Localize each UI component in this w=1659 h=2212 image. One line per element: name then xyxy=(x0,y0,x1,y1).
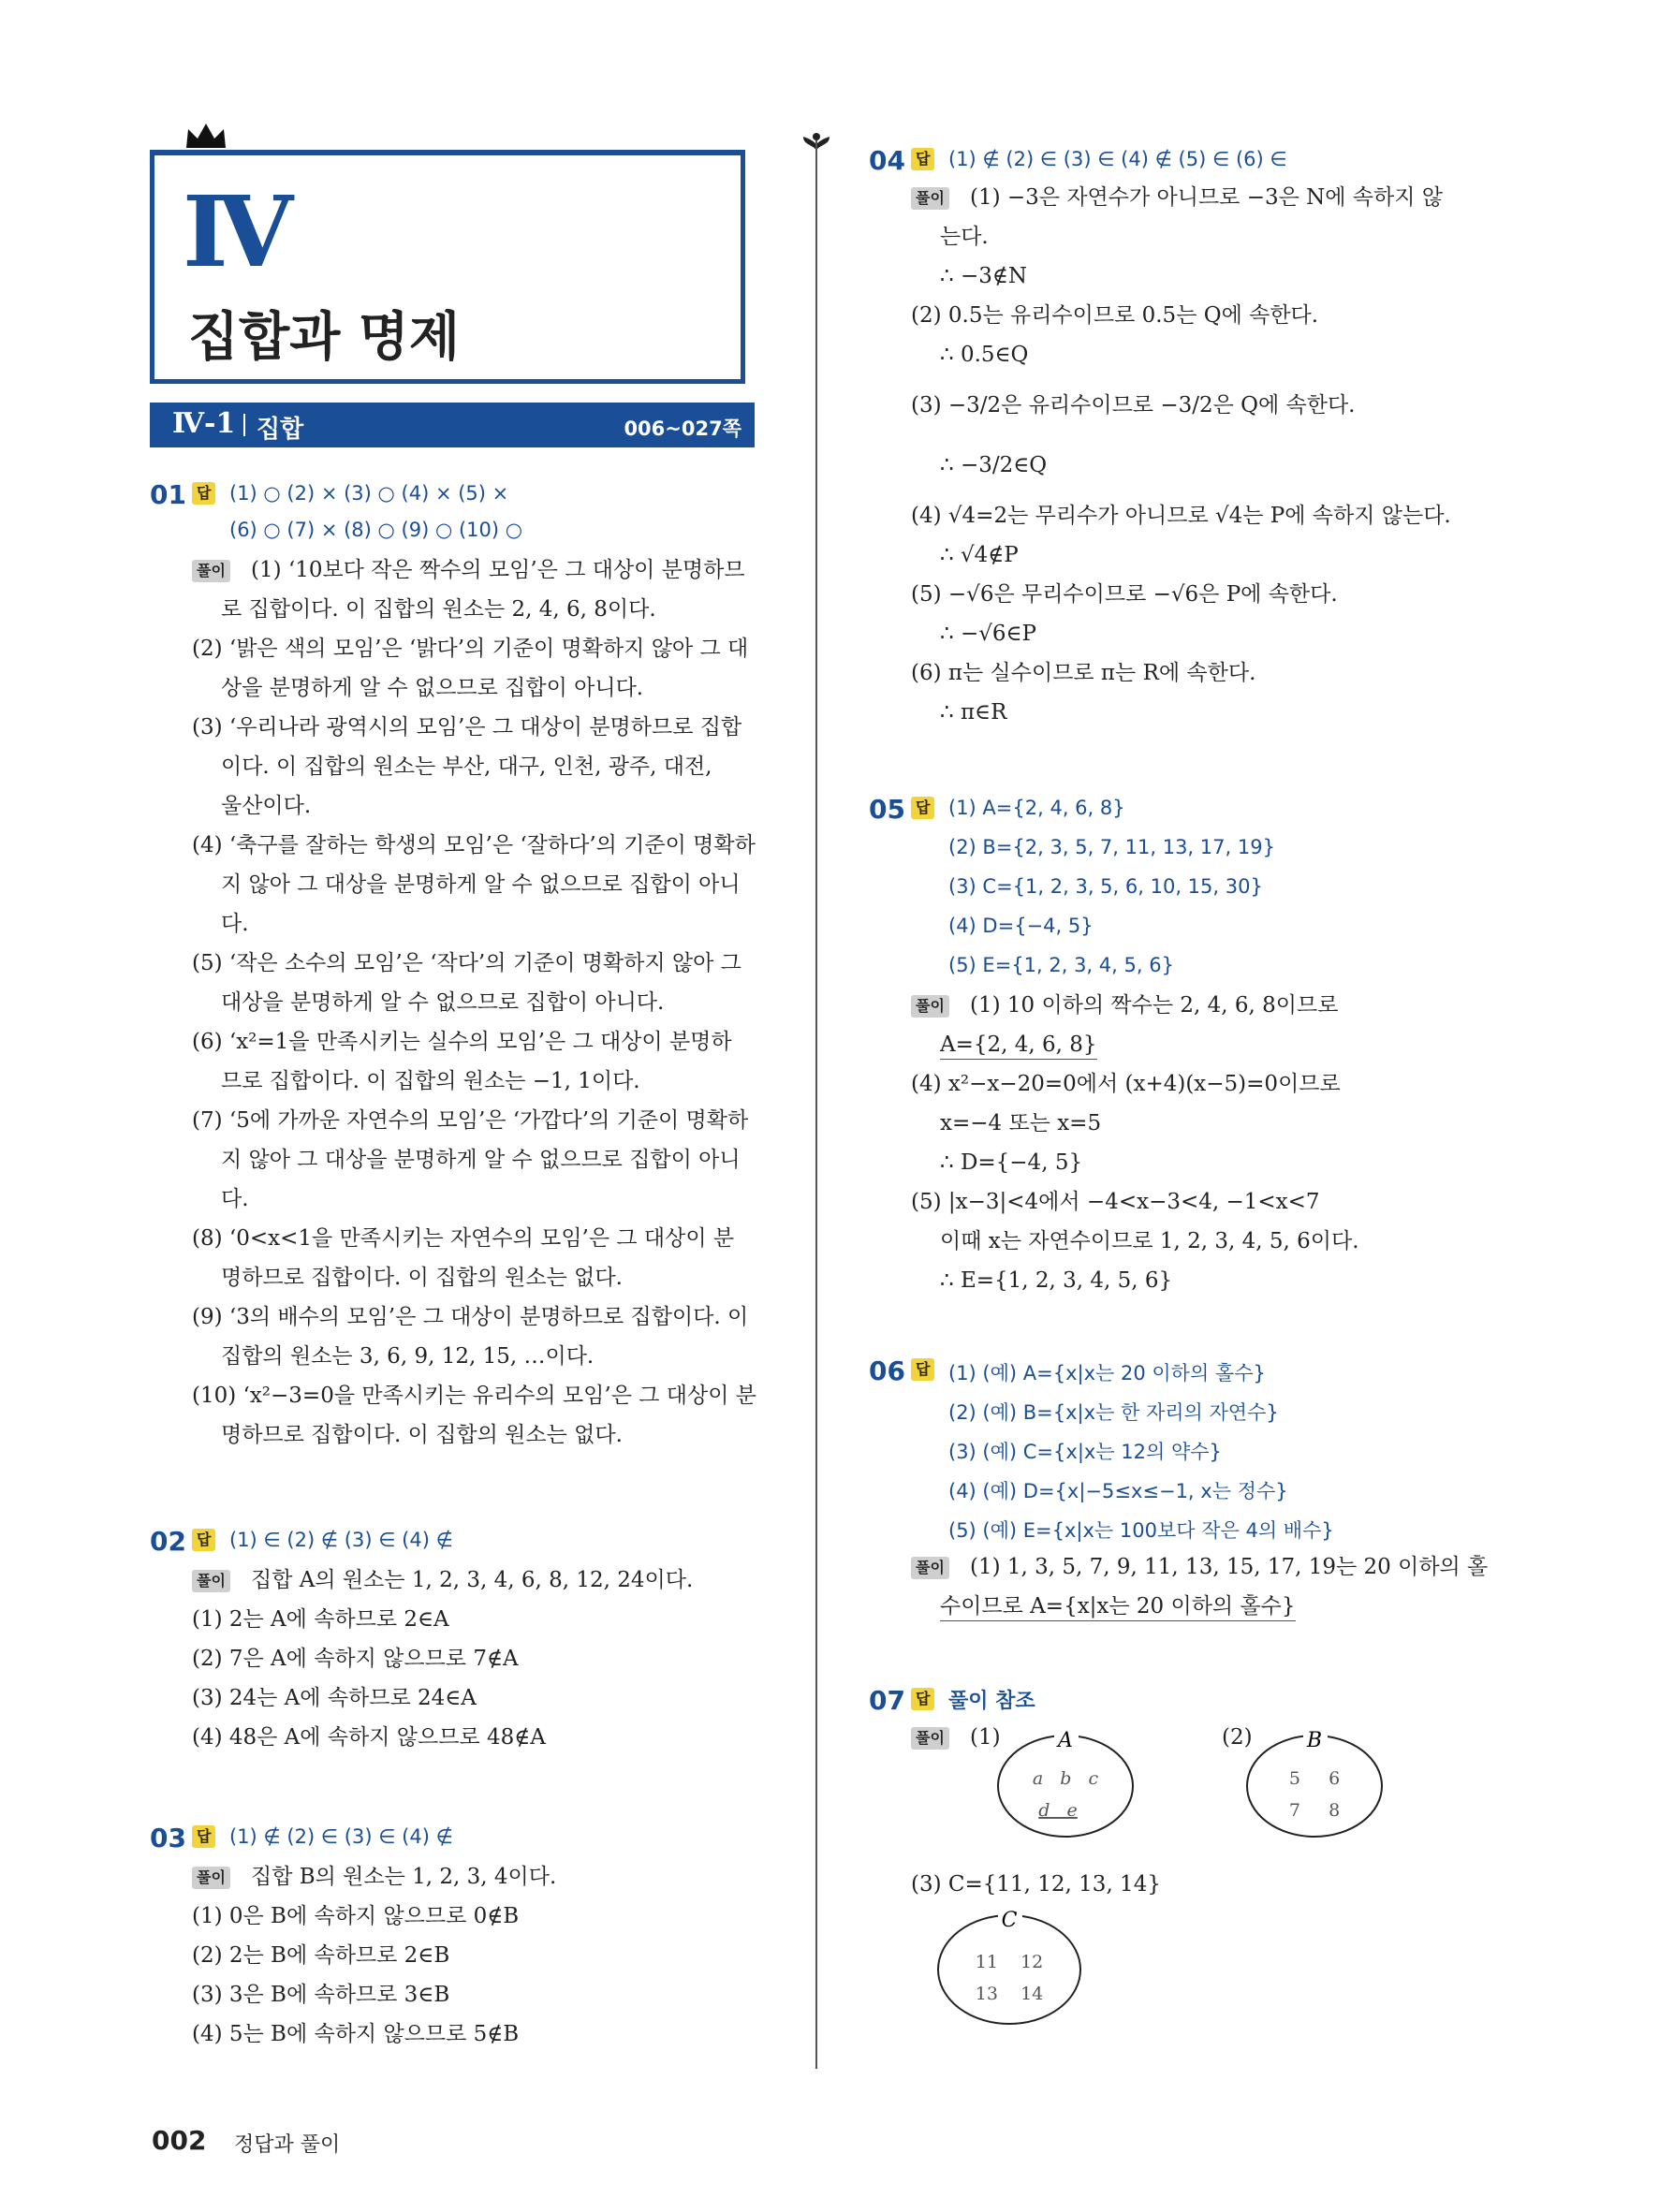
answer-row: (1) ∉ (2) ∈ (3) ∈ (4) ∉ (5) ∈ (6) ∈ xyxy=(948,148,1287,170)
venn-diagram-c xyxy=(927,1900,1095,2031)
solution-line: (5) −√6은 무리수이므로 −√6은 P에 속한다. xyxy=(911,582,1338,607)
solution-line: (9) ‘3의 배수의 모임’은 그 대상이 분명하므로 집합이다. 이 xyxy=(192,1305,749,1329)
problem-number-06: 06 xyxy=(869,1355,905,1386)
answer-badge: 답 xyxy=(911,1688,934,1710)
solution-badge: 풀이 xyxy=(192,1867,230,1889)
solution-line: ∴ 0.5∈Q xyxy=(940,343,1029,367)
section-bar xyxy=(150,403,755,447)
solution-line: x=−4 또는 x=5 xyxy=(940,1111,1102,1135)
venn-elements: a b c xyxy=(1032,1768,1099,1789)
solution-badge: 풀이 xyxy=(192,560,230,582)
footer-text: 정답과 풀이 xyxy=(234,2133,341,2157)
solution-line: 집합의 원소는 3, 6, 9, 12, 15, …이다. xyxy=(221,1344,595,1369)
problem-number-02: 02 xyxy=(150,1526,186,1557)
solution-line: (4) √4=2는 무리수가 아니므로 √4는 P에 속하지 않는다. xyxy=(911,504,1451,528)
solution-line: 수이므로 A={x|x는 20 이하의 홀수} xyxy=(940,1594,1296,1621)
solution-line: (3) 24는 A에 속하므로 24∈A xyxy=(192,1686,477,1710)
page-number: 002 xyxy=(152,2125,207,2156)
problem-number-01: 01 xyxy=(150,479,186,510)
solution-line: (6) π는 실수이므로 π는 R에 속한다. xyxy=(911,661,1256,685)
section-name: 집합 xyxy=(257,416,304,444)
part-label: (2) xyxy=(1222,1725,1253,1750)
solution-badge: 풀이 xyxy=(911,1557,949,1579)
problem-number-04: 04 xyxy=(869,145,905,176)
solution-line: 다. xyxy=(221,1187,249,1211)
solution-line: (3) −3/2은 유리수이므로 −3/2은 Q에 속한다. xyxy=(911,393,1356,417)
solution-line: ∴ E={1, 2, 3, 4, 5, 6} xyxy=(940,1268,1173,1293)
solution-line: 명하므로 집합이다. 이 집합의 원소는 없다. xyxy=(221,1423,623,1447)
solution-line: (4) 48은 A에 속하지 않으므로 48∉A xyxy=(192,1725,546,1750)
solution-line: (1) ‘10보다 작은 짝수의 모임’은 그 대상이 분명하므 xyxy=(251,558,745,582)
solution-badge: 풀이 xyxy=(911,1727,949,1750)
solution-badge: 풀이 xyxy=(911,995,949,1018)
problem-number-05: 05 xyxy=(869,794,905,825)
solution-line: 상을 분명하게 알 수 없으므로 집합이 아니다. xyxy=(221,676,644,700)
solution-line: 므로 집합이다. 이 집합의 원소는 −1, 1이다. xyxy=(221,1069,640,1093)
venn-elements: d e xyxy=(1038,1800,1078,1821)
solution-line: (7) ‘5에 가까운 자연수의 모임’은 ‘가깝다’의 기준이 명확하 xyxy=(192,1108,749,1133)
answer-row: (5) E={1, 2, 3, 4, 5, 6} xyxy=(948,954,1174,976)
solution-line: ∴ −√6∈P xyxy=(940,622,1037,646)
venn-elements: 5 6 xyxy=(1288,1768,1341,1789)
column-divider xyxy=(815,140,817,2069)
chapter-header xyxy=(150,150,745,384)
solution-line: 는다. xyxy=(940,225,989,249)
solution-line: (5) |x−3|<4에서 −4<x−3<4, −1<x<7 xyxy=(911,1190,1320,1214)
answer-row: (1) (예) A={x|x는 20 이하의 홀수} xyxy=(948,1362,1266,1384)
venn-label-a: A xyxy=(1058,1729,1073,1752)
venn-elements: 11 12 xyxy=(975,1952,1044,1972)
solution-line: ∴ −3∉N xyxy=(940,264,1027,288)
answer-row: (1) ∉ (2) ∈ (3) ∈ (4) ∉ xyxy=(229,1825,453,1848)
solution-line: A={2, 4, 6, 8} xyxy=(940,1033,1097,1060)
solution-line: (2) 0.5는 유리수이므로 0.5는 Q에 속한다. xyxy=(911,303,1319,328)
solution-line: 지 않아 그 대상을 분명하게 알 수 없으므로 집합이 아니 xyxy=(221,1148,741,1172)
solution-line: (1) 10 이하의 짝수는 2, 4, 6, 8이므로 xyxy=(970,993,1339,1018)
chapter-title: 집합과 명제 xyxy=(188,307,460,368)
solution-line: (3) 3은 B에 속하므로 3∈B xyxy=(192,1983,450,2007)
solution-line: (4) ‘축구를 잘하는 학생의 모임’은 ‘잘하다’의 기준이 명확하 xyxy=(192,833,756,857)
venn-elements: 13 14 xyxy=(975,1984,1044,2004)
solution-line: (1) 0은 B에 속하지 않으므로 0∉B xyxy=(192,1904,520,1928)
solution-line: (2) 2는 B에 속하므로 2∈B xyxy=(192,1943,450,1968)
answer-row: (3) (예) C={x|x는 12의 약수} xyxy=(948,1441,1222,1463)
answer-row: (1) A={2, 4, 6, 8} xyxy=(948,797,1125,819)
venn-diagram-a xyxy=(992,1722,1152,1844)
part-label: (1) xyxy=(970,1725,1001,1750)
answer-row: 풀이 참조 xyxy=(948,1690,1035,1713)
solution-line: 지 않아 그 대상을 분명하게 알 수 없으므로 집합이 아니 xyxy=(221,872,741,897)
answer-badge: 답 xyxy=(192,1529,215,1551)
solution-line: (2) ‘밝은 색의 모임’은 ‘밝다’의 기준이 명확하지 않아 그 대 xyxy=(192,637,749,661)
solution-line: 이때 x는 자연수이므로 1, 2, 3, 4, 5, 6이다. xyxy=(940,1229,1359,1253)
answer-badge: 답 xyxy=(911,148,934,170)
section-separator xyxy=(243,414,245,436)
venn-label-c: C xyxy=(1001,1909,1018,1932)
crown-icon xyxy=(184,122,228,150)
solution-line: (4) x²−x−20=0에서 (x+4)(x−5)=0이므로 xyxy=(911,1072,1341,1096)
solution-line: (5) ‘작은 소수의 모임’은 ‘작다’의 기준이 명확하지 않아 그 xyxy=(192,951,741,975)
answer-badge: 답 xyxy=(192,482,215,505)
solution-line: 대상을 분명하게 알 수 없으므로 집합이 아니다. xyxy=(221,990,665,1015)
solution-line: (6) ‘x²=1을 만족시키는 실수의 모임’은 그 대상이 분명하 xyxy=(192,1030,732,1054)
solution-badge: 풀이 xyxy=(911,187,949,210)
venn-elements: 7 8 xyxy=(1288,1800,1341,1821)
solution-line: (3) ‘우리나라 광역시의 모임’은 그 대상이 분명하므로 집합 xyxy=(192,715,742,740)
answer-row: (1) ○ (2) × (3) ○ (4) × (5) × xyxy=(229,482,509,505)
answer-badge: 답 xyxy=(192,1825,215,1848)
answer-row: (2) (예) B={x|x는 한 자리의 자연수} xyxy=(948,1401,1279,1424)
solution-line: 명하므로 집합이다. 이 집합의 원소는 없다. xyxy=(221,1266,623,1290)
solution-line: (10) ‘x²−3=0을 만족시키는 유리수의 모임’은 그 대상이 분 xyxy=(192,1384,756,1408)
solution-line: 이다. 이 집합의 원소는 부산, 대구, 인천, 광주, 대전, xyxy=(221,754,712,779)
answer-row: (1) ∈ (2) ∉ (3) ∈ (4) ∉ xyxy=(229,1529,453,1551)
solution-line: 집합 A의 원소는 1, 2, 3, 4, 6, 8, 12, 24이다. xyxy=(251,1568,694,1592)
solution-line: (1) −3은 자연수가 아니므로 −3은 N에 속하지 않 xyxy=(970,185,1443,210)
solution-line: (1) 2는 A에 속하므로 2∈A xyxy=(192,1607,449,1632)
solution-line: ∴ −3/2∈Q xyxy=(940,453,1048,477)
answer-row: (4) D={−4, 5} xyxy=(948,915,1094,937)
answer-row: (2) B={2, 3, 5, 7, 11, 13, 17, 19} xyxy=(948,836,1275,858)
solution-badge: 풀이 xyxy=(192,1570,230,1592)
solution-line: 다. xyxy=(221,912,249,936)
answer-row: (4) (예) D={x|−5≤x≤−1, x는 정수} xyxy=(948,1480,1288,1502)
solution-line: (1) 1, 3, 5, 7, 9, 11, 13, 15, 17, 19는 20 이하의 홀 xyxy=(970,1555,1489,1579)
answer-badge: 답 xyxy=(911,797,934,819)
solution-line: (4) 5는 B에 속하지 않으므로 5∉B xyxy=(192,2022,520,2046)
solution-line: 로 집합이다. 이 집합의 원소는 2, 4, 6, 8이다. xyxy=(221,597,656,622)
part-label: (3) C={11, 12, 13, 14} xyxy=(911,1872,1161,1897)
solution-line: ∴ π∈R xyxy=(940,700,1007,725)
solution-line: 울산이다. xyxy=(221,794,312,818)
solution-line: ∴ √4∉P xyxy=(940,543,1019,567)
chapter-number: Ⅳ xyxy=(183,174,290,289)
section-pages: 006~027쪽 xyxy=(624,417,741,440)
venn-label-b: B xyxy=(1306,1729,1323,1752)
solution-line: 집합 B의 원소는 1, 2, 3, 4이다. xyxy=(251,1865,557,1889)
answer-row: (3) C={1, 2, 3, 5, 6, 10, 15, 30} xyxy=(948,875,1263,898)
solution-line: ∴ D={−4, 5} xyxy=(940,1150,1083,1175)
answer-badge: 답 xyxy=(911,1358,934,1381)
answer-row: (6) ○ (7) × (8) ○ (9) ○ (10) ○ xyxy=(229,519,523,541)
solution-line: (2) 7은 A에 속하지 않으므로 7∉A xyxy=(192,1647,519,1671)
section-code: Ⅳ-1 xyxy=(172,407,236,440)
answer-row: (5) (예) E={x|x는 100보다 작은 4의 배수} xyxy=(948,1519,1334,1542)
problem-number-03: 03 xyxy=(150,1823,186,1853)
venn-diagram-b xyxy=(1238,1722,1397,1844)
problem-number-07: 07 xyxy=(869,1685,905,1716)
solution-line: (8) ‘0<x<1을 만족시키는 자연수의 모임’은 그 대상이 분 xyxy=(192,1226,735,1251)
